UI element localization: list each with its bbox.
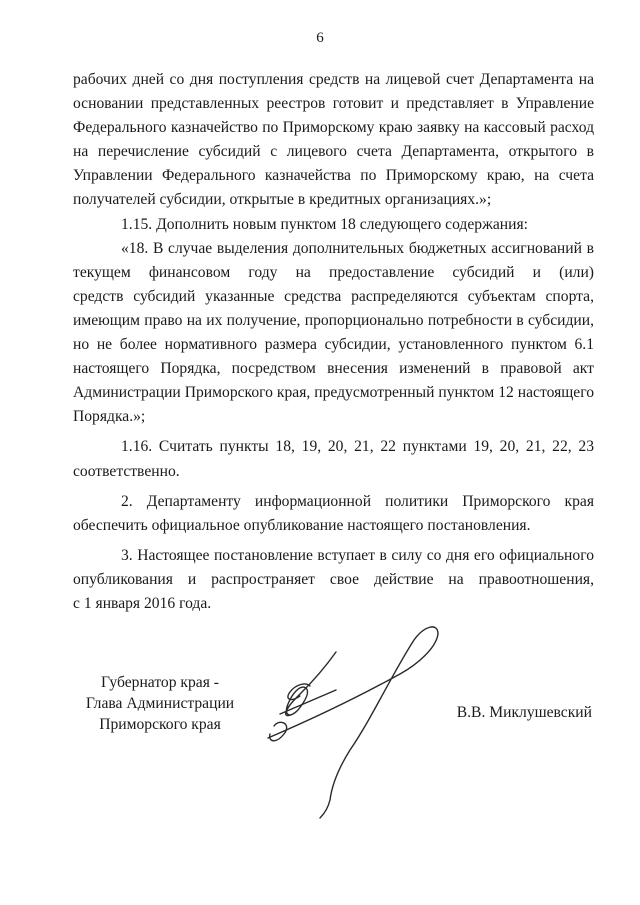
text-line: обеспечить официальное опубликование настоящего постановления. xyxy=(73,516,531,534)
text-line: имеющим право на их получение, пропорционально потребности в субсидии, xyxy=(73,311,594,329)
text-line: получателей субсидии, открытые в кредитных организациях.»; xyxy=(73,191,492,209)
text-line: на перечисление субсидий с лицевого счета Департамента, открытого в xyxy=(73,143,594,161)
signatory-title-line: Приморского края xyxy=(99,716,221,733)
document-body xyxy=(73,68,594,616)
text-line: опубликования и распространяет свое действие на правоотношения, xyxy=(73,570,594,588)
text-line: «18. В случае выделения дополнительных бюджетных ассигнований в xyxy=(121,239,594,257)
signatory-title xyxy=(60,672,260,735)
text-line: но не более нормативного размера субсидии, установленного пунктом 6.1 xyxy=(73,336,594,354)
text-line: Управлении Федерального казначейства по Приморскому краю, на счета xyxy=(73,167,594,185)
text-line: Федерального казначейство по Приморскому краю заявку на кассовый расход xyxy=(73,119,594,137)
text-line: настоящего Порядка, посредством внесения изменений в правовой акт xyxy=(73,360,594,378)
text-line: 1.15. Дополнить новым пунктом 18 следующего содержания: xyxy=(121,215,528,233)
handwritten-signature xyxy=(240,600,480,830)
text-line: с 1 января 2016 года. xyxy=(73,594,212,612)
text-line: Порядка.»; xyxy=(73,408,146,426)
text-line: соответственно. xyxy=(73,462,180,480)
text-line: 3. Настоящее постановление вступает в силу со дня его официального xyxy=(121,546,594,564)
text-line: рабочих дней со дня поступления средств на лицевой счет Департамента на xyxy=(73,71,594,88)
signatory-title-line: Губернатор края - xyxy=(101,674,219,691)
text-line: средств субсидий указанные средства распределяются субъектам спорта, xyxy=(73,287,594,305)
text-line: Администрации Приморского края, предусмотренный пунктом 12 настоящего xyxy=(73,384,594,402)
text-line: основании представленных реестров готовит и представляет в Управление xyxy=(73,95,594,113)
text-line: 2. Департаменту информационной политики Приморского края xyxy=(121,492,594,510)
text-line: 1.16. Считать пункты 18, 19, 20, 21, 22 пунктами 19, 20, 21, 22, 23 xyxy=(121,438,594,456)
signatory-name: В.В. Миклушевский xyxy=(456,704,592,721)
signatory-title-line: Глава Администрации xyxy=(85,695,235,712)
page-number: 6 xyxy=(316,30,324,46)
text-line: текущем финансовом году на предоставление субсидий и (или) xyxy=(73,263,594,281)
